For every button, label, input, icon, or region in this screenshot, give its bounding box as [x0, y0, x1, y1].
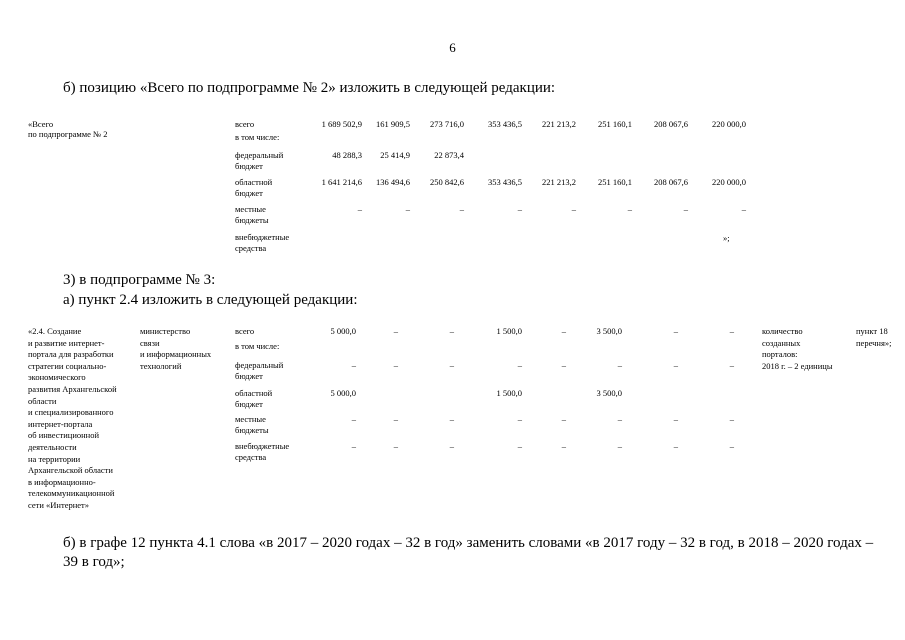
table1-cell: – — [627, 204, 632, 214]
table1-cell: – — [405, 204, 410, 214]
table1-row-label: средства — [235, 243, 267, 253]
table2-cell: – — [393, 414, 398, 424]
table1-cell: 208 067,6 — [654, 177, 688, 187]
table2-name-line: на территории — [28, 453, 81, 464]
table2-row-label: всего — [235, 326, 255, 336]
table2-name-line: в информационно- — [28, 476, 96, 487]
table2-cell: – — [517, 414, 522, 424]
table2-name-line: стратегии социально- — [28, 360, 107, 371]
table2-cell: – — [561, 360, 566, 370]
table2-row-label: федеральный — [235, 360, 284, 370]
table2-cell: – — [351, 441, 356, 451]
table2-cell: – — [617, 360, 622, 370]
table2-name-line: телекоммуникационной — [28, 488, 115, 499]
table1-name-line: «Всего — [28, 119, 54, 129]
table2-name-line: «2.4. Создание — [28, 326, 82, 336]
table2-row-label: бюджет — [235, 371, 263, 381]
table2-name-line: интернет-портала — [28, 418, 93, 429]
table2-cell: 1 500,0 — [496, 388, 522, 398]
table1-cell: 1 641 214,6 — [321, 177, 362, 187]
table1-row-label: внебюджетные — [235, 232, 290, 242]
table2-cell: – — [351, 414, 356, 424]
table1-cell: – — [357, 204, 362, 214]
table1-row-label: в том числе: — [235, 132, 280, 142]
table1-closing-quote: »; — [723, 233, 730, 243]
table1-cell: 136 494,6 — [376, 177, 410, 187]
table2-cell: 1 500,0 — [496, 326, 522, 336]
table2-cell: – — [561, 414, 566, 424]
table1-cell: 251 160,1 — [598, 177, 632, 187]
table2-executor-line: технологий — [140, 360, 182, 371]
table1-cell: 25 414,9 — [380, 150, 410, 160]
table2-row-label: в том числе: — [235, 341, 280, 351]
table2-indicator-line: порталов: — [762, 349, 798, 360]
table2-row-label: бюджет — [235, 399, 263, 409]
table1-cell: – — [683, 204, 688, 214]
paragraph-a: а) пункт 2.4 изложить в следующей редакции: — [63, 292, 358, 308]
table1-row-label: федеральный — [235, 150, 284, 160]
table2-row-label: бюджеты — [235, 425, 269, 435]
table1-row-label: бюджет — [235, 161, 263, 171]
table2-executor-line: связи — [140, 337, 160, 348]
table1-cell: 220 000,0 — [712, 177, 746, 187]
table2-cell: – — [393, 360, 398, 370]
table2-cell: – — [449, 441, 454, 451]
table2-name-line: развития Архангельской — [28, 384, 117, 394]
table2-executor-line: министерство — [140, 326, 191, 336]
table2-row-label: средства — [235, 452, 267, 462]
table2-cell: – — [673, 441, 678, 451]
table2-link-line: пункт 18 — [856, 326, 888, 336]
table2-cell: – — [673, 326, 678, 336]
paragraph-b-column-12: б) в графе 12 пункта 4.1 слова «в 2017 – 2020 годах – 32 в год» заменить словами «в 2017 году – 32 в год, в 2018 – 2020 годах – — [63, 535, 874, 551]
table2-cell: 3 500,0 — [596, 326, 622, 336]
table2-row-label: местные — [235, 414, 266, 424]
table1-row-label: областной — [235, 177, 273, 187]
table2-cell: – — [729, 441, 734, 451]
table1-row-label: бюджет — [235, 188, 263, 198]
table2-cell: – — [517, 360, 522, 370]
table1-cell: 220 000,0 — [712, 119, 746, 129]
table2-cell: – — [729, 360, 734, 370]
table2-indicator-line: 2018 г. – 2 единицы — [762, 360, 833, 371]
page-number: 6 — [449, 40, 456, 55]
table2-cell: – — [617, 414, 622, 424]
table2-row-label: областной — [235, 388, 273, 398]
table2-cell: – — [449, 360, 454, 370]
table1-cell: 250 842,6 — [430, 177, 464, 187]
table2-indicator-line: количество — [762, 326, 803, 336]
table1-cell: – — [571, 204, 576, 214]
table1-cell: 221 213,2 — [542, 119, 576, 129]
table2-cell: 3 500,0 — [596, 388, 622, 398]
table2-cell: – — [673, 360, 678, 370]
table1-cell: 353 436,5 — [488, 119, 522, 129]
table1-row-label: всего — [235, 119, 255, 129]
table2-cell: – — [561, 441, 566, 451]
table2-name-line: об инвестиционной — [28, 430, 100, 441]
table2-name-line: сети «Интернет» — [28, 500, 89, 510]
table2-cell: – — [561, 326, 566, 336]
table1-name-line: по подпрограмме № 2 — [28, 129, 108, 139]
table2-name-line: портала для разработки — [28, 349, 114, 360]
table1-cell: 48 288,3 — [332, 150, 362, 160]
table1-cell: 353 436,5 — [488, 177, 522, 187]
table1-row-label: местные — [235, 204, 266, 214]
table1-cell: 161 909,5 — [376, 119, 410, 129]
paragraph-3: 3) в подпрограмме № 3: — [63, 272, 216, 288]
table1-cell: – — [459, 204, 464, 214]
table2-cell: – — [393, 441, 398, 451]
table2-cell: – — [449, 326, 454, 336]
paragraph-b-position: б) позицию «Всего по подпрограмме № 2» изложить в следующей редакции: — [63, 80, 556, 96]
table2-name-line: области — [28, 395, 57, 406]
table1-cell: 273 716,0 — [430, 119, 464, 129]
table2-cell: – — [449, 414, 454, 424]
table2-link-line: перечня»; — [856, 337, 892, 348]
table2-name-line: и специализированного — [28, 407, 114, 418]
table2-executor-line: и информационных — [140, 349, 212, 360]
table1-cell: 208 067,6 — [654, 119, 688, 129]
table1-cell: – — [517, 204, 522, 214]
table2-name-line: и развитие интернет- — [28, 337, 105, 348]
paragraph-b-column-12-cont: 39 в год»; — [63, 554, 125, 570]
table2-indicator-line: созданных — [762, 337, 801, 348]
table1-cell: 1 689 502,9 — [321, 119, 362, 129]
table1-cell: – — [741, 204, 746, 214]
table1-cell: 221 213,2 — [542, 177, 576, 187]
table2-cell: – — [517, 441, 522, 451]
table1-cell: 22 873,4 — [434, 150, 464, 160]
table2-name-line: экономического — [28, 372, 86, 383]
table2-row-label: внебюджетные — [235, 441, 290, 451]
table2-cell: – — [393, 326, 398, 336]
table2-cell: 5 000,0 — [330, 388, 356, 398]
table1-cell: 251 160,1 — [598, 119, 632, 129]
table2-cell: – — [729, 414, 734, 424]
table2-cell: 5 000,0 — [330, 326, 356, 336]
table1-row-label: бюджеты — [235, 215, 269, 225]
table2-cell: – — [617, 441, 622, 451]
table2-cell: – — [729, 326, 734, 336]
table2-cell: – — [673, 414, 678, 424]
table2-cell: – — [351, 360, 356, 370]
table2-name-line: деятельности — [28, 442, 77, 452]
table2-name-line: Архангельской области — [28, 465, 113, 476]
